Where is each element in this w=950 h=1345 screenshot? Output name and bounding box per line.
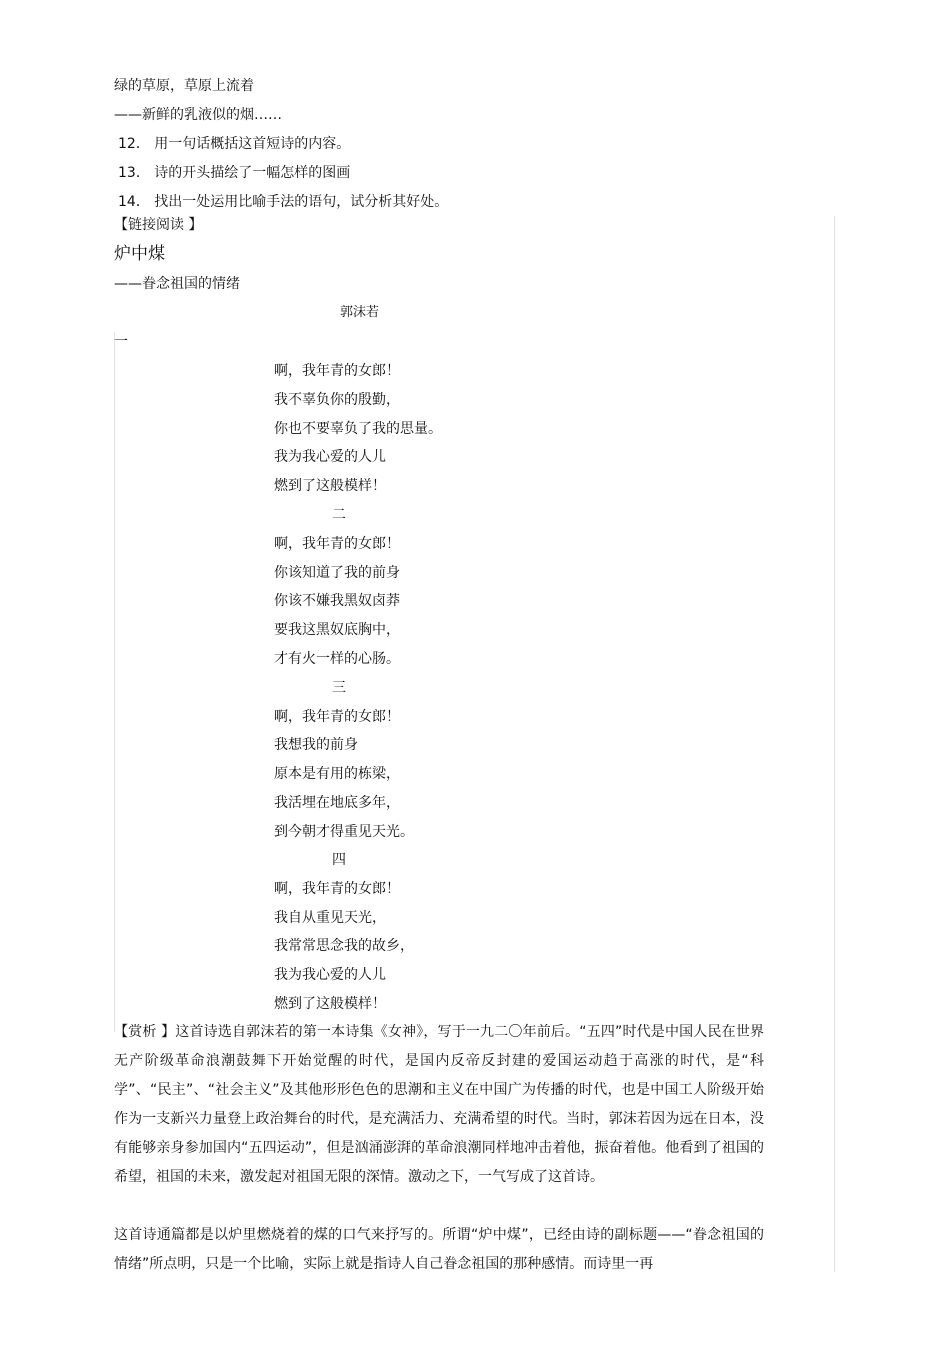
stanza-1-line-3: 你也不要辜负了我的思量。 <box>274 421 442 437</box>
analysis-paragraph-1: 【赏析 】这首诗选自郭沫若的第一本诗集《女神》，写于一九二〇年前后。“五四”时代是中国人民在世界无产阶级革命浪潮鼓舞下开始觉醒的时代，是国内反帝反封建的爱国运动趋于高涨的时代，是“科学”、“民主”、“社会主义”及其他形形色色的思潮和主义在中国广为传播的时代，也是中国工人阶级开始作为一支新兴力量登上政治舞台的时代，是充满活力、充满希望的时代。当时，郭沫若因为远在日本，没有能够亲身参加国内“五四运动”，但是汹涌澎湃的革命浪潮同样地冲击着他，振奋着他。他看到了祖国的希望，祖国的未来，激发起对祖国无限的深情。激动之下，一气写成了这首诗。 <box>114 1024 764 1185</box>
stanza-3-line-1: 啊，我年青的女郎！ <box>274 709 400 725</box>
question-13: 13． 诗的开头描绘了一幅怎样的图画 <box>118 165 351 181</box>
stanza-1-line-1: 啊，我年青的女郎！ <box>274 363 400 379</box>
stanza-4-line-4: 我为我心爱的人儿 <box>274 967 386 983</box>
stanza-2-line-3: 你该不嫌我黑奴卤莽 <box>274 593 400 609</box>
stanza-4-line-3: 我常常思念我的故乡， <box>274 938 414 954</box>
stanza-3-line-2: 我想我的前身 <box>274 737 358 753</box>
stanza-number-2: 二 <box>332 507 346 523</box>
stanza-number-3: 三 <box>332 680 346 696</box>
stanza-2-line-2: 你该知道了我的前身 <box>274 565 400 581</box>
poem-author: 郭沫若 <box>340 305 380 320</box>
link-reading-heading: 【链接阅读 】 <box>114 217 203 233</box>
poem-fragment-line-1: 绿的草原，草原上流着 <box>114 78 254 94</box>
stanza-3-line-5: 到今朝才得重见天光。 <box>274 824 414 840</box>
poem-subtitle: ——眷念祖国的情绪 <box>114 276 240 292</box>
stanza-4-line-5: 燃到了这般模样！ <box>274 996 386 1012</box>
stanza-3-line-3: 原本是有用的栋梁， <box>274 766 400 782</box>
poem-fragment-line-2: ——新鲜的乳液似的烟…… <box>114 107 282 123</box>
stanza-2-line-1: 啊，我年青的女郎！ <box>274 536 400 552</box>
stanza-4-line-1: 啊，我年青的女郎！ <box>274 881 400 897</box>
stanza-4-line-2: 我自从重见天光， <box>274 910 386 926</box>
analysis-paragraph-2: 这首诗通篇都是以炉里燃烧着的煤的口气来抒写的。所谓“炉中煤”，已经由诗的副标题——“眷念祖国的情绪”所点明，只是一个比喻，实际上就是指诗人自己眷念祖国的那种感情。而诗里一再 <box>114 1227 764 1272</box>
poem-title: 炉中煤 <box>114 244 165 264</box>
right-margin-rule <box>834 216 835 1272</box>
question-14: 14． 找出一处运用比喻手法的语句，试分析其好处。 <box>118 194 449 210</box>
stanza-number-4: 四 <box>332 852 346 868</box>
stanza-1-line-5: 燃到了这般模样！ <box>274 478 386 494</box>
stanza-1-line-2: 我不辜负你的殷勤， <box>274 392 400 408</box>
question-12: 12． 用一句话概括这首短诗的内容。 <box>118 136 351 152</box>
stanza-number-1: 一 <box>114 334 128 350</box>
stanza-1-line-4: 我为我心爱的人儿 <box>274 449 386 465</box>
stanza-3-line-4: 我活埋在地底多年， <box>274 795 400 811</box>
stanza-2-line-5: 才有火一样的心肠。 <box>274 651 400 667</box>
stanza-2-line-4: 要我这黑奴底胸中， <box>274 622 400 638</box>
left-margin-rule <box>114 332 115 1032</box>
